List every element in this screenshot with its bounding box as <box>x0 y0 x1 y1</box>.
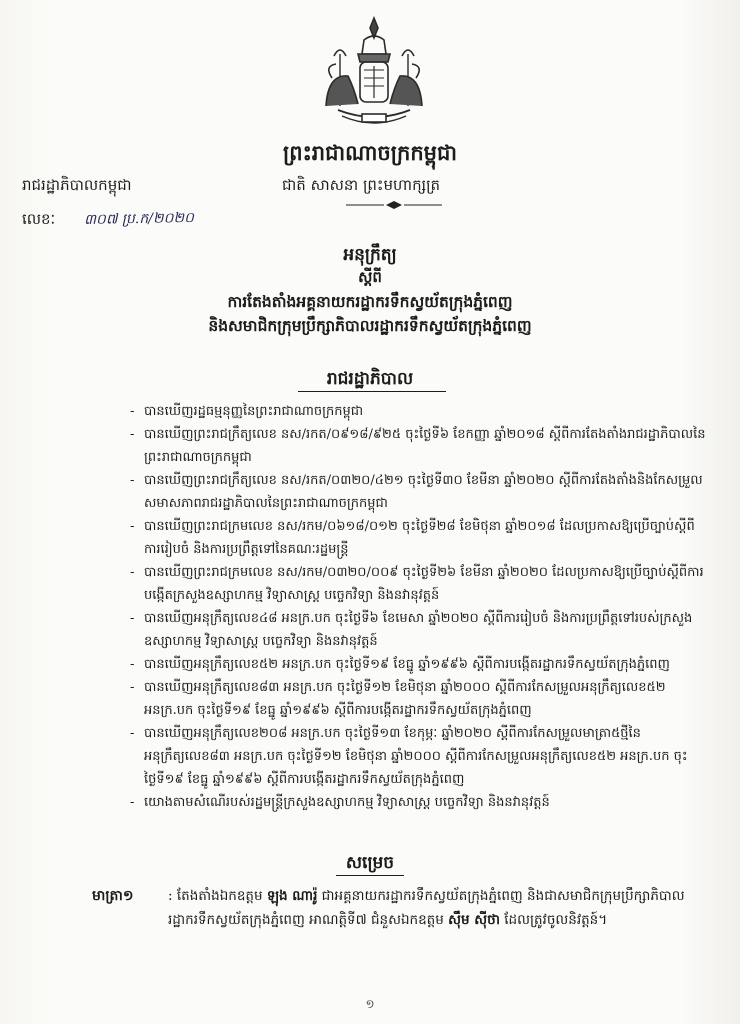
document-type: អនុក្រឹត្យ <box>343 245 397 265</box>
reference-label: លេខៈ <box>22 210 56 228</box>
national-motto: ជាតិ សាសនា ព្រះមហាក្សត្រ <box>282 176 441 194</box>
recital-item: - បានឃើញព្រះរាជក្រមលេខ នស/រកម/០៦១៨/០១២ ចុះថ្ងៃទី២៨ ខែមិថុនា ឆ្នាំ២០១៨ ដែលប្រកាសឱ្យប្រើច្បាប់ស្តីពីការរៀបចំ និងការប្រព្រឹត្តទៅនៃគណៈរដ្ឋមន្ត្រី <box>130 519 695 557</box>
subject-line-2: និងសមាជិកក្រុមប្រឹក្សាភិបាលរដ្ឋាករទឹកស្វយ័តក្រុងភ្នំពេញ <box>208 316 532 335</box>
subject-line-1: ការតែងតាំងអគ្គនាយករដ្ឋាករទឹកស្វយ័តក្រុងភ្នំពេញ <box>227 292 513 311</box>
about-label: ស្តីពី <box>358 268 382 286</box>
recital-item: - បានឃើញអនុក្រឹត្យលេខ២០៨ អនក្រ.បក ចុះថ្ងៃទី១៣ ខែកុម្ភៈ ឆ្នាំ២០២០ ស្តីពីការកែសម្រួលមាត្រា៥ថ្មីនៃអនុក្រឹត្យលេខ៨៣ អនក្រ.បក ចុះថ្ងៃទី១២ ខែមិថុនា ឆ្នាំ២០០០ ស្តីពីការកែសម្រួលអនុក្រឹត្យលេខ៥២ អនក្រ.បក ចុះថ្ងៃទី១៩ ខែធ្នូ ឆ្នាំ១៩៩៦ ស្តីពីការបង្កើតរដ្ឋាករទឹកស្វយ័តក្រុងភ្នំពេញ <box>130 726 688 787</box>
recital-item: - បានឃើញអនុក្រឹត្យលេខ៥២ អនក្រ.បក ចុះថ្ងៃទី១៩ ខែធ្នូ ឆ្នាំ១៩៩៦ ស្តីពីការបង្កើតរដ្ឋាករទឹកស្វយ័តក្រុងភ្នំពេញ <box>130 657 670 672</box>
appointee-name: ឡុង ណារ៉ូ <box>266 888 318 904</box>
article-1-text: : តែងតាំងឯកឧត្តម ឡុង ណារ៉ូ ជាអគ្គនាយករដ្ឋាករទឹកស្វយ័តក្រុងភ្នំពេញ និងជាសមាជិកក្រុមប្រឹក្សាភិបាលរដ្ឋាករទឹកស្វយ័តក្រុងភ្នំពេញ អាណត្តិទី៧ ជំនួសឯកឧត្តម ស៊ឹម ស៊ីថា ដែលត្រូវចូលនិវត្តន៍។ <box>168 888 685 928</box>
royal-coat-of-arms-icon <box>318 14 430 132</box>
decision-heading: សម្រេច <box>345 853 395 873</box>
reference-number: ៣០៧ ប្រ.ក/២០២០ <box>83 210 195 228</box>
recital-item: - បានឃើញព្រះរាជក្រឹត្យលេខ នស/រកត/០៣២០/៤២១ ចុះថ្ងៃទី៣០ ខែមីនា ឆ្នាំ២០២០ ស្តីពីការតែងតាំងនិងកែសម្រួលសមាសភាពរាជរដ្ឋាភិបាលនៃព្រះរាជាណាចក្រកម្ពុជា <box>130 473 703 511</box>
decision-underline <box>336 875 404 876</box>
article-1-label: មាត្រា១ <box>92 888 134 904</box>
recital-item: - បានឃើញរដ្ឋធម្មនុញ្ញនៃព្រះរាជាណាចក្រកម្ពុជា <box>130 404 364 419</box>
authority-heading: រាជរដ្ឋាភិបាល <box>326 369 414 389</box>
recital-item: - បានឃើញព្រះរាជក្រមលេខ នស/រកម/០៣២០/០០៩ ចុះថ្ងៃទី២៦ ខែមីនា ឆ្នាំ២០២០ ដែលប្រកាសឱ្យប្រើច្បាប់ស្តីពីការបង្កើតក្រសួងឧស្សាហកម្ម វិទ្យាសាស្ត្រ បច្ចេកវិទ្យា និងនវានុវត្តន៍ <box>130 565 704 603</box>
recital-item: - បានឃើញអនុក្រឹត្យលេខ៨៣ អនក្រ.បក ចុះថ្ងៃទី១២ ខែមិថុនា ឆ្នាំ២០០០ ស្តីពីការកែសម្រួលអនុក្រឹត្យលេខ៥២ អនក្រ.បក ចុះថ្ងៃទី១៩ ខែធ្នូ ឆ្នាំ១៩៩៦ ស្តីពីការបង្កើតរដ្ឋាករទឹកស្វយ័តក្រុងភ្នំពេញ <box>130 680 666 718</box>
government-name: រាជរដ្ឋាភិបាលកម្ពុជា <box>22 176 132 194</box>
recital-item: - បានឃើញព្រះរាជក្រឹត្យលេខ នស/រកត/០៩១៨/៩២៥ ចុះថ្ងៃទី៦ ខែកញ្ញា ឆ្នាំ២០១៨ ស្តីពីការតែងតាំងរាជរដ្ឋាភិបាលនៃព្រះរាជាណាចក្រកម្ពុជា <box>130 427 706 465</box>
recital-item: - បានឃើញអនុក្រឹត្យលេខ៤៨ អនក្រ.បក ចុះថ្ងៃទី៦ ខែមេសា ឆ្នាំ២០២០ ស្តីពីការរៀបចំ និងការប្រព្រឹត្តទៅរបស់ក្រសួងឧស្សាហកម្ម វិទ្យាសាស្ត្រ បច្ចេកវិទ្យា និងនវានុវត្តន៍ <box>130 611 693 649</box>
ornament-divider-icon <box>344 200 444 210</box>
authority-underline <box>298 391 446 392</box>
kingdom-title: ព្រះរាជាណាចក្រកម្ពុជា <box>282 140 457 165</box>
predecessor-name: ស៊ឹម ស៊ីថា <box>448 912 500 928</box>
recitals-list <box>128 400 708 814</box>
page-number: ១ <box>365 997 375 1011</box>
recital-item: - យោងតាមសំណើរបស់រដ្ឋមន្ត្រីក្រសួងឧស្សាហកម្ម វិទ្យាសាស្ត្រ បច្ចេកវិទ្យា និងនវានុវត្តន៍ <box>130 795 550 810</box>
